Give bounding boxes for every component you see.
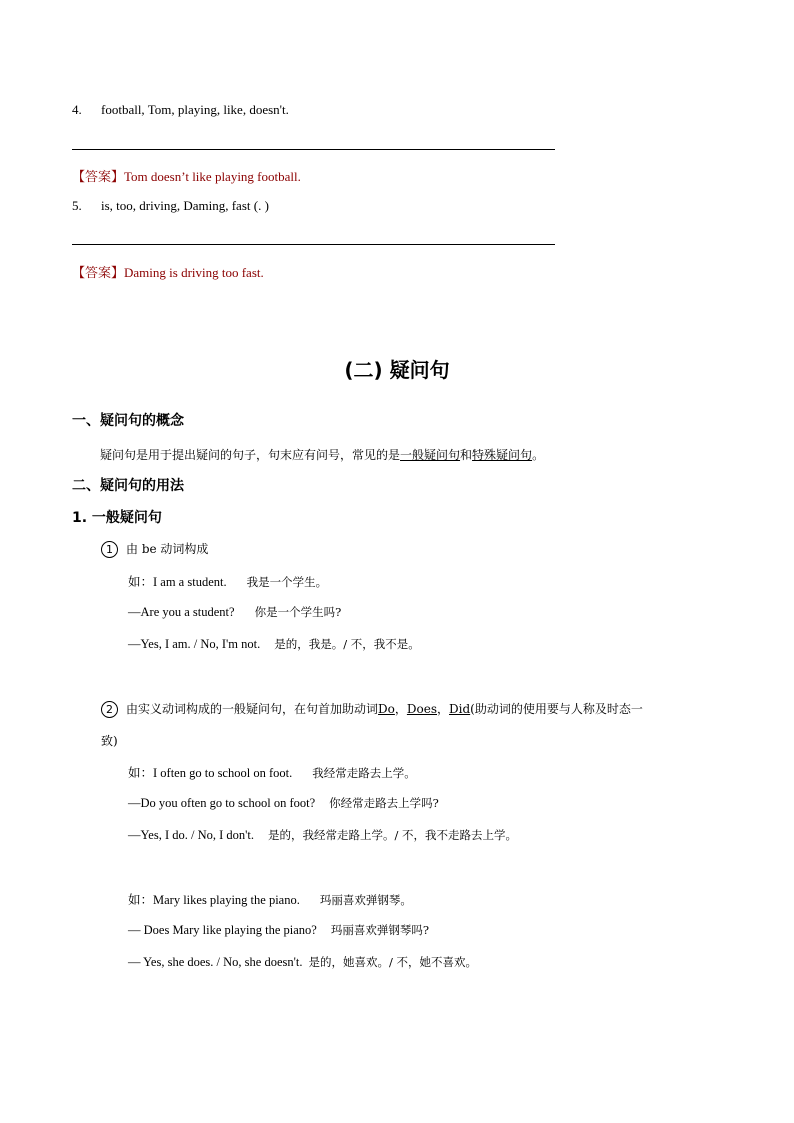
section-title: (二) 疑问句 [344,358,450,382]
item-text: 由实义动词构成的一般疑问句，在句首加助动词 [126,702,379,716]
example-en: 如：I often go to school on foot. [128,766,293,780]
subheading-general-question: 1. 一般疑问句 [72,510,162,526]
separator: ， [394,702,407,716]
answer-line [72,149,555,150]
item-text: 由 be 动词构成 [126,542,209,556]
example-line [128,604,341,620]
example-en: 如：I am a student. [128,575,227,589]
aux-does: Does [406,702,437,716]
example-line [128,572,327,590]
usage-heading: 二、疑问句的用法 [72,478,184,494]
exercise-number: 5. [72,198,82,213]
example-line [128,636,420,652]
answer-text: Tom doesn’t like playing football. [124,169,301,184]
example-zh: 玛丽喜欢弹钢琴吗? [330,923,430,937]
example-line [128,954,477,970]
item-action-verb [101,700,643,718]
item-text-wrap: 致) [101,734,118,748]
answer-tag: 【答案】 [72,169,125,184]
exercise-4 [72,102,289,118]
example-line [128,922,429,938]
example-line [128,763,416,781]
item-be-verb [101,540,208,558]
example-en: —Do you often go to school on foot? [128,796,316,810]
answer-4 [72,166,301,185]
concept-text-start: 疑问句是用于提出疑问的句子，句末应有问号，常见的是 [100,448,401,462]
example-zh: 是的，她喜欢。/ 不，她不喜欢。 [308,955,478,969]
example-en: —Are you a student? [128,605,235,619]
separator: ， [437,702,450,716]
aux-did: Did [449,702,471,716]
answer-line [72,244,555,245]
concept-end: 。 [532,448,545,462]
example-en: — Yes, she does. / No, she doesn't. [128,955,303,969]
answer-text: Daming is driving too fast. [124,265,264,280]
example-zh: 是的，我经常走路上学。/ 不，我不走路去上学。 [268,828,518,842]
aux-do: Do [378,702,395,716]
example-line [128,890,412,908]
answer-tag: 【答案】 [72,265,125,280]
example-en: —Yes, I am. / No, I'm not. [128,637,261,651]
example-en: —Yes, I do. / No, I don't. [128,828,254,842]
example-zh: 我经常走路去上学。 [312,766,416,780]
example-en: 如：Mary likes playing the piano. [128,893,300,907]
circled-number: 1 [101,541,118,558]
example-line [128,795,439,811]
exercise-number: 4. [72,102,82,117]
exercise-5 [72,198,269,214]
concept-and: 和 [460,448,473,462]
example-zh: 是的，我是。/ 不，我不是。 [274,637,420,651]
example-en: — Does Mary like playing the piano? [128,923,317,937]
exercise-words: football, Tom, playing, like, doesn't. [101,102,289,117]
term-general-question: 一般疑问句 [400,448,461,462]
exercise-words: is, too, driving, Daming, fast (. ) [101,198,269,213]
example-line [128,827,517,843]
item-text-note: (助动词的使用要与人称及时态一 [470,702,643,716]
concept-heading: 一、疑问句的概念 [72,413,184,429]
term-special-question: 特殊疑问句 [472,448,533,462]
example-zh: 你经常走路去上学吗? [329,796,439,810]
example-zh: 我是一个学生。 [246,575,328,589]
example-zh: 玛丽喜欢弹钢琴。 [319,893,412,907]
concept-text [100,446,544,463]
answer-5 [72,262,264,281]
circled-number: 2 [101,701,118,718]
example-zh: 你是一个学生吗? [254,605,342,619]
